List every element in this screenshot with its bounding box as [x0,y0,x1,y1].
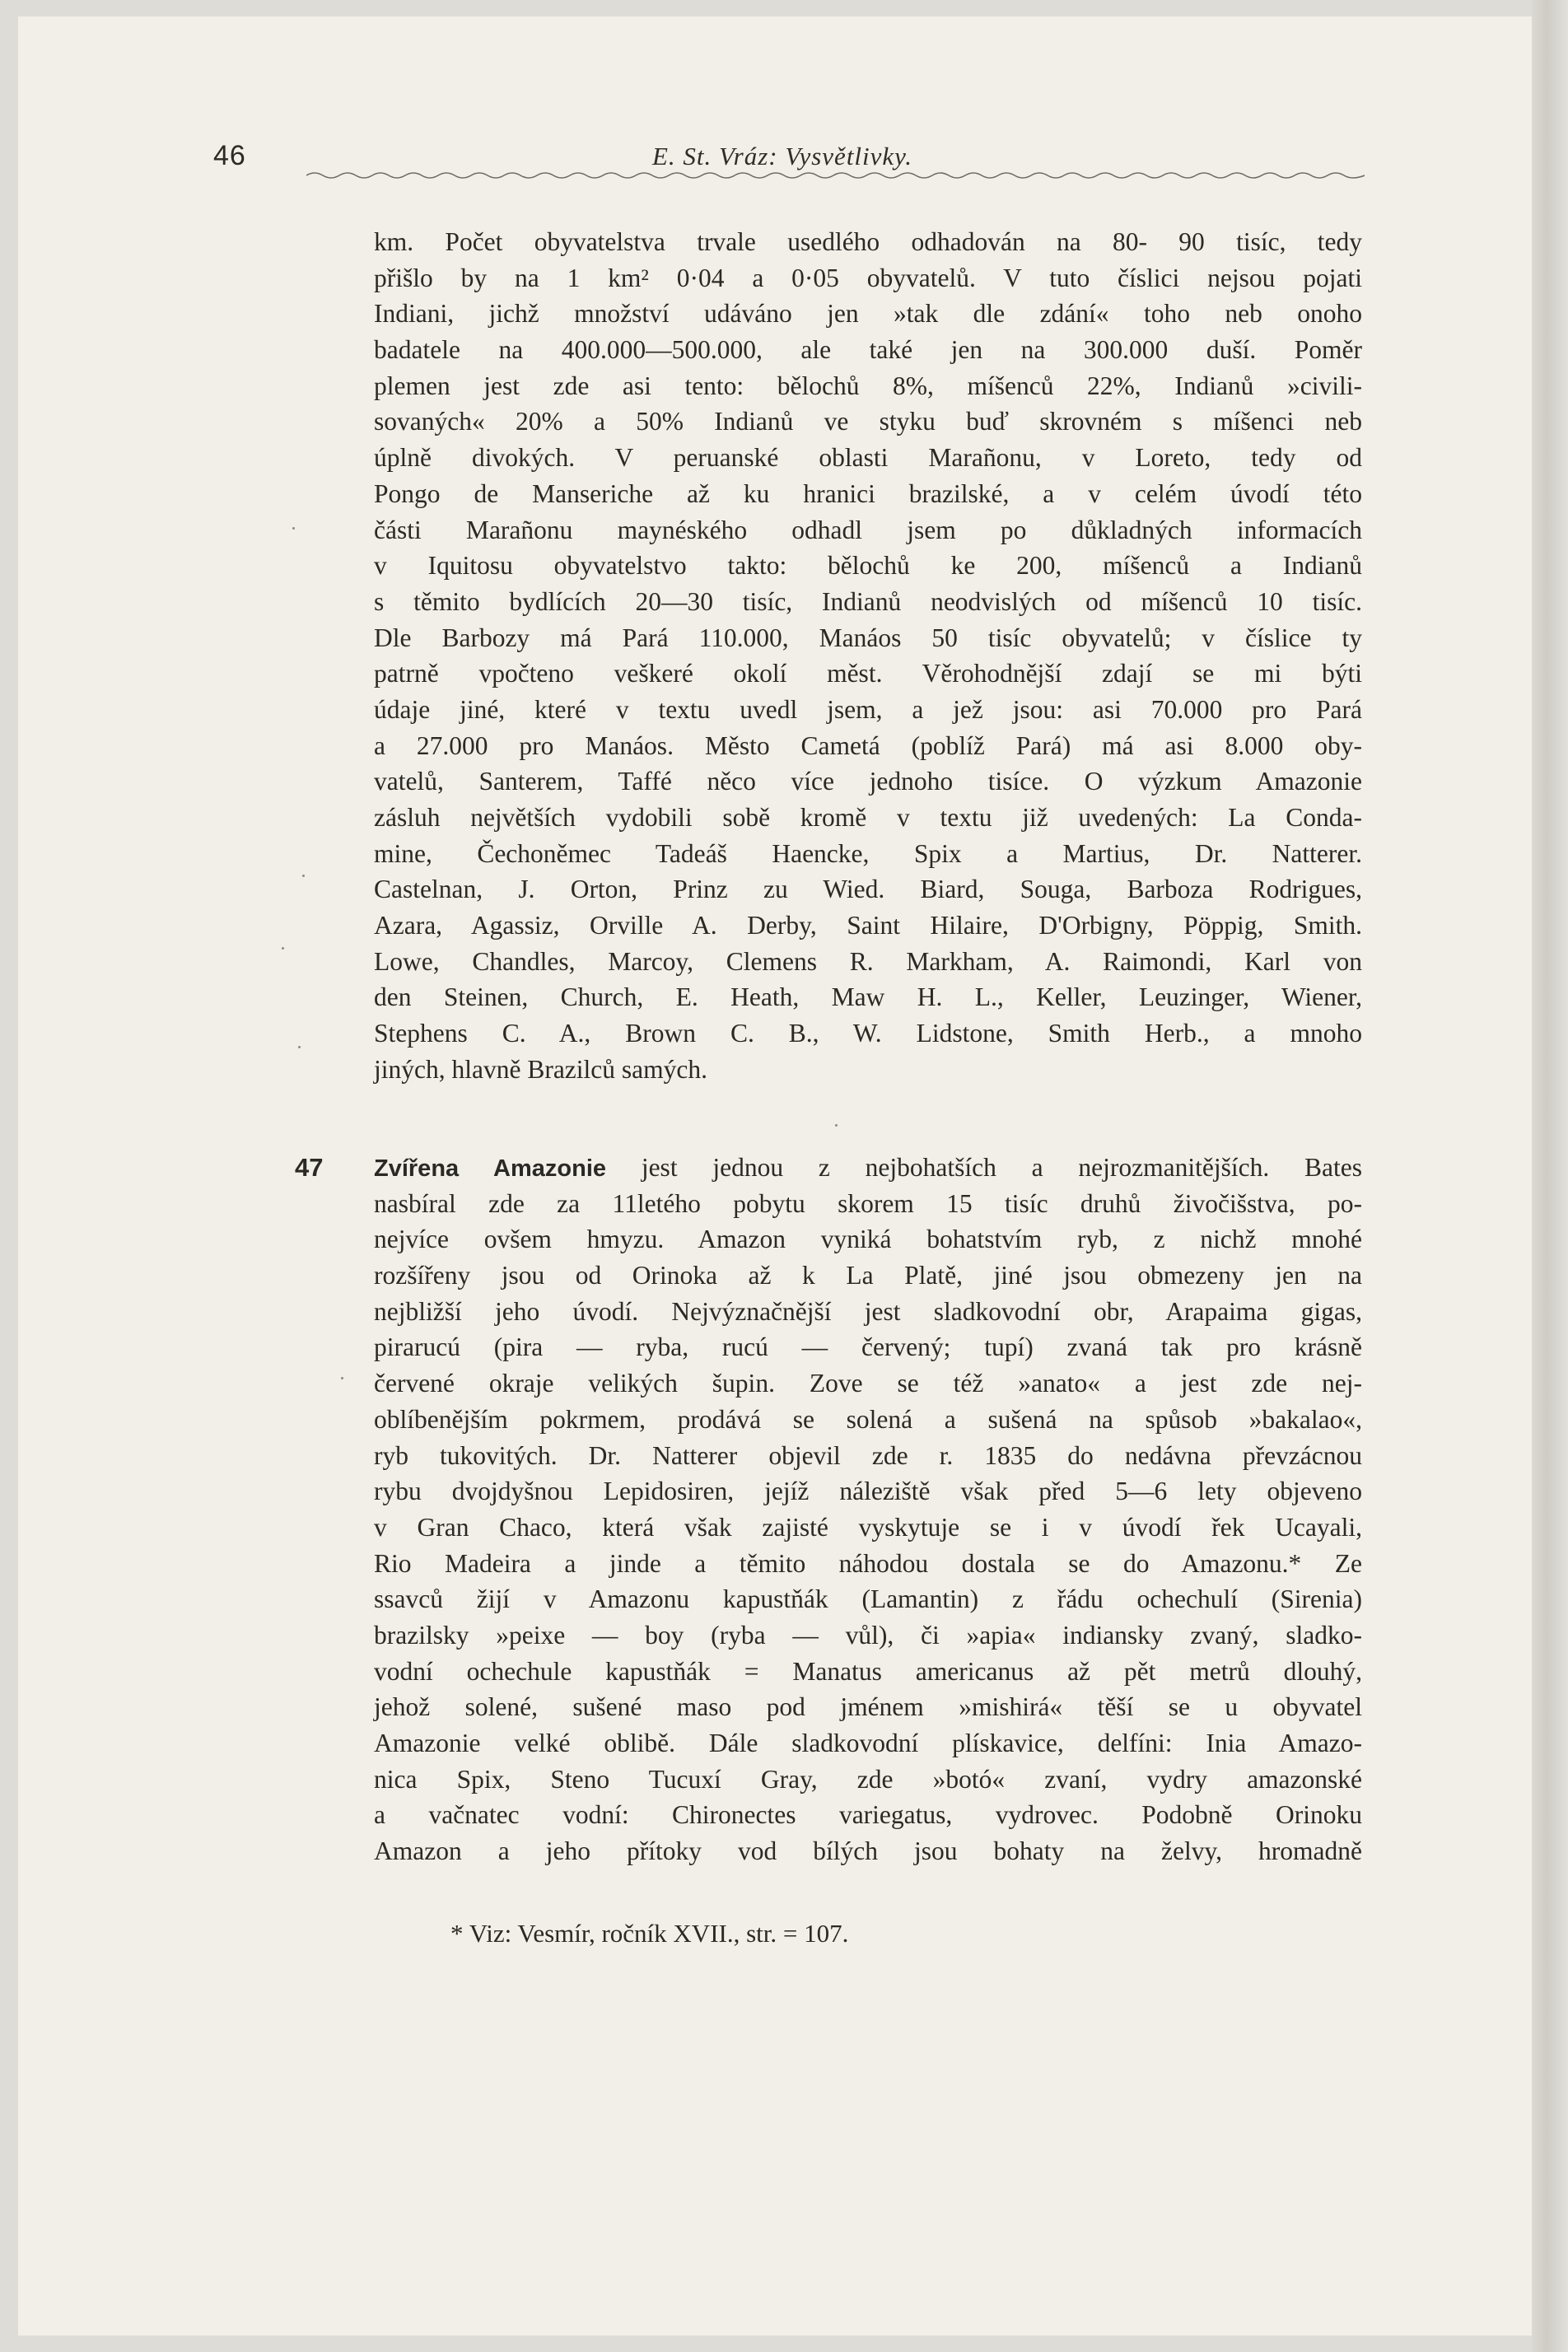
text-line: den Steinen, Church, E. Heath, Maw H. L., Keller, Leuzinger, Wiener, [374,982,1362,1012]
print-speck [282,947,284,950]
text-line: části Marañonu maynéského odhadl jsem po důkladných informacích [374,515,1362,544]
text-line: ryb tukovitých. Dr. Natterer objevil zde r. 1835 do nedávna převzácnou [374,1440,1362,1470]
note-heading: Zvířena Amazonie [374,1155,607,1182]
text-line: s těmito bydlících 20—30 tisíc, Indianů neodvislých od míšenců 10 tisíc. [374,586,1362,616]
text-line: úplně divokých. V peruanské oblasti Marañonu, v Loreto, tedy od [374,443,1362,473]
text-line: a vačnatec vodní: Chironectes variegatus, vydrovec. Podobně Orinoku [374,1800,1362,1830]
text-line: jiných, hlavně Brazilců samých. [374,1054,707,1084]
text-line: vatelů, Santerem, Taffé něco více jednoho tisíce. O výzkum Amazonie [374,767,1362,796]
text-line: Amazonie velké oblibě. Dále sladkovodní plískavice, delfíni: Inia Amazo- [374,1729,1362,1757]
text-line: Pongo de Manseriche až ku hranici brazilské, a v celém úvodí této [374,478,1362,508]
footnote: * Viz: Vesmír, ročník XVII., str. = 107. [450,1919,849,1948]
book-page [18,16,1532,2336]
note-continuation [374,224,1362,1088]
text-line: v Iquitosu obyvatelstvo takto: bělochů ke 200, míšenců a Indianů [374,551,1362,581]
text-line: oblíbenějším pokrmem, prodává se solená a sušená na spůsob »bakalao«, [374,1404,1362,1434]
text-line: nasbíral zde za 11letého pobytu skorem 15 tisíc druhů živočišstva, po- [374,1188,1362,1218]
text-line: přišlo by na 1 km² 0·04 a 0·05 obyvatelů. V tuto číslici nejsou pojati [374,263,1362,292]
running-title: E. St. Vráz: Vysvětlivky. [652,142,912,170]
text-line: údaje jiné, které v textu uvedl jsem, a jež jsou: asi 70.000 pro Pará [374,694,1362,724]
text-line: km. Počet obyvatelstva trvale usedlého odhadován na 80- 90 tisíc, tedy [374,227,1362,256]
text-line: patrně vpočteno veškeré okolí měst. Věrohodnější zdají se mi býti [374,659,1362,688]
text-line: pirarucú (pira — ryba, rucú — červený; tupí) zvaná tak pro krásně [374,1332,1362,1362]
note-47-fauna [374,1150,1362,1869]
text-line: zásluh největších vydobili sobě kromě v textu již uvedených: La Conda- [374,803,1362,832]
text-line: Dle Barbozy má Pará 110.000, Manáos 50 tisíc obyvatelů; v číslice ty [374,623,1362,652]
note-first-line-text: jest jednou z nejbohatších a nejrozmanitějších. Bates [606,1153,1363,1182]
text-line: nejbližší jeho úvodí. Nejvýznačnější jest sladkovodní obr, Arapaima gigas, [374,1296,1362,1326]
text-line: ssavců žijí v Amazonu kapustňák (Lamantin) z řádu ochechulí (Sirenia) [374,1584,1362,1614]
text-line: mine, Čechoněmec Tadeáš Haencke, Spix a Martius, Dr. Natterer. [374,838,1362,868]
text-line: plemen jest zde asi tento: bělochů 8%, míšenců 22%, Indianů »civili- [374,371,1362,400]
text-line: Rio Madeira a jinde a těmito náhodou dostala se do Amazonu.* Ze [374,1548,1362,1578]
print-speck [298,1046,301,1048]
text-line: rozšířeny jsou od Orinoka až k La Platě, jiné jsou obmezeny jen na [374,1261,1362,1290]
text-line: Stephens C. A., Brown C. B., W. Lidstone, Smith Herb., a mnoho [374,1019,1362,1048]
text-line: a 27.000 pro Manáos. Město Cametá (poblíž Pará) má asi 8.000 oby- [374,730,1362,760]
text-line: brazilsky »peixe — boy (ryba — vůl), či »apia« indiansky zvaný, sladko- [374,1620,1362,1650]
text-line: červené okraje velikých šupin. Zove se též »anato« a jest zde nej- [374,1369,1362,1398]
page-header [18,140,1532,189]
text-line-first [374,1150,1362,1186]
text-line: vodní ochechule kapustňák = Manatus americanus až pět metrů dlouhý, [374,1656,1362,1686]
book-spine-edge [1532,0,1568,2352]
text-line: nica Spix, Steno Tucuxí Gray, zde »botó« zvaní, vydry amazonské [374,1764,1362,1794]
print-speck [302,875,305,877]
page-number: 46 [213,140,246,171]
text-line: v Gran Chaco, která však zajisté vyskytuje se i v úvodí řek Ucayali, [374,1512,1362,1542]
text-line: sovaných« 20% a 50% Indianů ve styku buď skrovném s míšenci neb [374,407,1362,436]
text-line: jehož solené, sušené maso pod jménem »mishirá« těší se u obyvatel [374,1692,1362,1722]
text-line: Castelnan, J. Orton, Prinz zu Wied. Biard, Souga, Barboza Rodrigues, [374,875,1362,904]
print-speck [292,527,295,530]
print-speck [835,1124,838,1127]
text-line: Azara, Agassiz, Orville A. Derby, Saint Hilaire, D'Orbigny, Pöppig, Smith. [374,911,1362,940]
text-line: nejvíce ovšem hmyzu. Amazon vyniká bohatstvím ryb, z nichž mnohé [374,1225,1362,1254]
text-line: rybu dvojdyšnou Lepidosiren, jejíž náleziště však před 5—6 lety objeveno [374,1477,1362,1506]
note-number: 47 [295,1153,324,1182]
text-line: badatele na 400.000—500.000, ale také jen na 300.000 duší. Poměr [374,335,1362,365]
print-speck [341,1377,343,1379]
text-line: Lowe, Chandles, Marcoy, Clemens R. Markham, A. Raimondi, Karl von [374,946,1362,976]
text-line: Indiani, jichž množství udáváno jen »tak dle zdání« toho neb onoho [374,299,1362,329]
wavy-rule [306,170,1365,182]
text-line: Amazon a jeho přítoky vod bílých jsou bohaty na želvy, hromadně [374,1836,1362,1866]
